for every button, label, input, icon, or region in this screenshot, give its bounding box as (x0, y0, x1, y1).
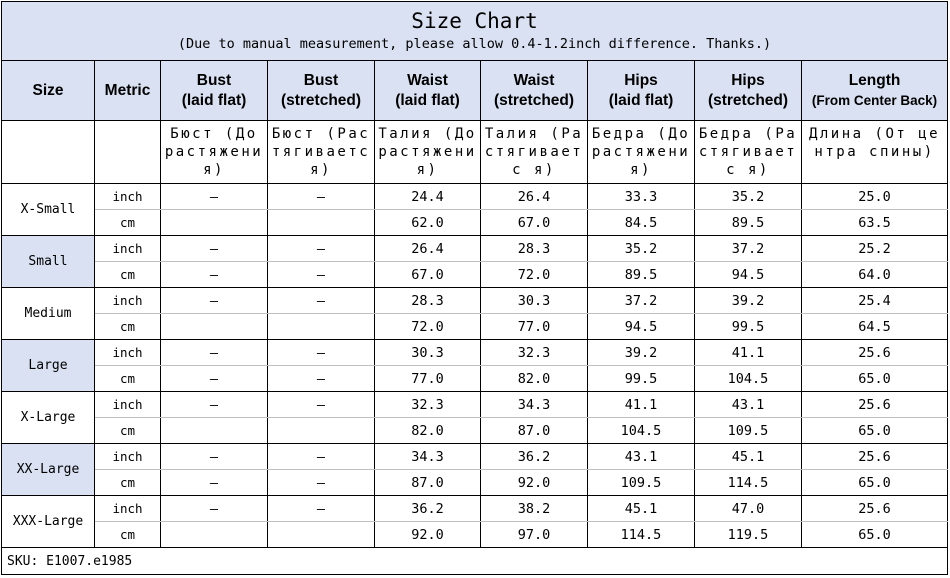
header-label: Hips (731, 71, 765, 89)
size-label: Medium (2, 288, 95, 340)
table-row (2, 262, 948, 288)
russian-header-label: Талия (До растяжения) (378, 126, 477, 178)
measurement-cell: 45.1 (695, 444, 802, 470)
measurement-cell: 62.0 (375, 210, 481, 236)
header-sublabel: (stretched) (707, 91, 789, 109)
measurement-cell: 77.0 (481, 314, 588, 340)
measurement-cell: 89.5 (695, 210, 802, 236)
measurement-cell: 63.5 (802, 210, 948, 236)
measurement-cell: 26.4 (481, 184, 588, 210)
measurement-cell: 67.0 (375, 262, 481, 288)
measurement-cell: 25.6 (802, 496, 948, 522)
measurement-cell: 26.4 (375, 236, 481, 262)
russian-header-cell (161, 121, 268, 184)
measurement-cell: 25.6 (802, 392, 948, 418)
header-label: Waist (407, 71, 448, 89)
measurement-cell: 36.2 (375, 496, 481, 522)
measurement-cell: 35.2 (588, 236, 695, 262)
metric-label: inch (95, 288, 161, 314)
measurement-cell: 25.2 (802, 236, 948, 262)
measurement-cell: 43.1 (588, 444, 695, 470)
russian-header-cell (375, 121, 481, 184)
metric-label: cm (95, 522, 161, 548)
header-row (2, 61, 948, 121)
header-metric (95, 61, 161, 121)
measurement-cell: 114.5 (588, 522, 695, 548)
header-sublabel: (laid flat) (181, 91, 247, 109)
russian-header-label: Бюст (Растягиваетс я) (271, 126, 371, 178)
metric-label: inch (95, 184, 161, 210)
table-row (2, 444, 948, 470)
table-row (2, 288, 948, 314)
measurement-cell: 77.0 (375, 366, 481, 392)
bust-value-cell (268, 522, 375, 548)
header-size (2, 61, 95, 121)
russian-header-label: Длина (От центра спины) (808, 126, 941, 160)
measurement-cell: 94.5 (588, 314, 695, 340)
measurement-cell: 99.5 (588, 366, 695, 392)
measurement-cell: 38.2 (481, 496, 588, 522)
measurement-cell: 67.0 (481, 210, 588, 236)
measurement-cell: 39.2 (588, 340, 695, 366)
metric-label: inch (95, 392, 161, 418)
measurement-cell: 104.5 (588, 418, 695, 444)
measurement-cell: 72.0 (375, 314, 481, 340)
russian-header-cell (588, 121, 695, 184)
metric-label: cm (95, 418, 161, 444)
measurement-cell: 65.0 (802, 470, 948, 496)
measurement-cell: 65.0 (802, 366, 948, 392)
russian-blank-cell (95, 121, 161, 184)
measurement-cell: 28.3 (375, 288, 481, 314)
size-chart-table (1, 1, 948, 575)
table-row (2, 210, 948, 236)
title-cell (2, 2, 948, 61)
russian-header-cell (802, 121, 948, 184)
header-label: Size (32, 81, 64, 99)
header-hips-stretched (695, 61, 802, 121)
metric-label: cm (95, 210, 161, 236)
measurement-cell: 109.5 (695, 418, 802, 444)
bust-value-cell: — (161, 366, 268, 392)
russian-header-cell (268, 121, 375, 184)
bust-value-cell: — (268, 470, 375, 496)
size-label: Small (2, 236, 95, 288)
measurement-cell: 24.4 (375, 184, 481, 210)
measurement-cell: 114.5 (695, 470, 802, 496)
measurement-cell: 87.0 (375, 470, 481, 496)
bust-value-cell: — (268, 288, 375, 314)
russian-header-label: Бедра (До растяжения) (591, 126, 691, 178)
measurement-cell: 34.3 (481, 392, 588, 418)
measurement-cell: 25.4 (802, 288, 948, 314)
bust-value-cell (268, 210, 375, 236)
size-label: XX-Large (2, 444, 95, 496)
measurement-cell: 82.0 (375, 418, 481, 444)
measurement-cell: 84.5 (588, 210, 695, 236)
footer-row (2, 548, 948, 575)
measurement-cell: 28.3 (481, 236, 588, 262)
measurement-cell: 25.6 (802, 444, 948, 470)
russian-header-cell (695, 121, 802, 184)
bust-value-cell: — (268, 236, 375, 262)
bust-value-cell (268, 418, 375, 444)
measurement-cell: 41.1 (695, 340, 802, 366)
bust-value-cell (161, 522, 268, 548)
measurement-cell: 64.0 (802, 262, 948, 288)
measurement-cell: 94.5 (695, 262, 802, 288)
bust-value-cell: — (161, 470, 268, 496)
bust-value-cell: — (268, 366, 375, 392)
bust-value-cell (268, 314, 375, 340)
header-length (802, 61, 948, 121)
table-row (2, 366, 948, 392)
bust-value-cell: — (161, 262, 268, 288)
metric-label: cm (95, 366, 161, 392)
bust-value-cell: — (268, 392, 375, 418)
measurement-cell: 109.5 (588, 470, 695, 496)
measurement-cell: 99.5 (695, 314, 802, 340)
header-waist-laid (375, 61, 481, 121)
sku-label: SKU: E1007.e1985 (2, 548, 948, 575)
header-hips-laid (588, 61, 695, 121)
metric-label: inch (95, 236, 161, 262)
russian-header-label: Бюст (До растяжения) (164, 126, 264, 178)
measurement-cell: 34.3 (375, 444, 481, 470)
table-row (2, 418, 948, 444)
measurement-cell: 37.2 (588, 288, 695, 314)
measurement-cell: 37.2 (695, 236, 802, 262)
bust-value-cell: — (161, 496, 268, 522)
bust-value-cell: — (268, 496, 375, 522)
measurement-cell: 25.0 (802, 184, 948, 210)
header-sublabel: (From Center Back) (811, 92, 938, 108)
measurement-cell: 65.0 (802, 522, 948, 548)
header-sublabel: (laid flat) (608, 91, 674, 109)
metric-label: cm (95, 314, 161, 340)
measurement-cell: 97.0 (481, 522, 588, 548)
header-waist-stretched (481, 61, 588, 121)
bust-value-cell (161, 210, 268, 236)
bust-value-cell: — (161, 184, 268, 210)
measurement-cell: 119.5 (695, 522, 802, 548)
header-label: Bust (196, 71, 232, 89)
bust-value-cell: — (161, 236, 268, 262)
measurement-cell: 25.6 (802, 340, 948, 366)
measurement-cell: 104.5 (695, 366, 802, 392)
table-row (2, 470, 948, 496)
measurement-cell: 92.0 (481, 470, 588, 496)
bust-value-cell: — (268, 444, 375, 470)
header-label: Metric (104, 81, 151, 99)
table-row (2, 236, 948, 262)
russian-header-label: Бедра (Растягиваетс я) (698, 126, 798, 178)
measurement-cell: 33.3 (588, 184, 695, 210)
header-sublabel: (stretched) (493, 91, 575, 109)
measurement-cell: 32.3 (375, 392, 481, 418)
metric-label: inch (95, 340, 161, 366)
table-row (2, 340, 948, 366)
bust-value-cell (161, 418, 268, 444)
measurement-cell: 30.3 (481, 288, 588, 314)
measurement-cell: 45.1 (588, 496, 695, 522)
table-row (2, 392, 948, 418)
bust-value-cell: — (161, 444, 268, 470)
metric-label: inch (95, 496, 161, 522)
header-label: Hips (624, 71, 658, 89)
metric-label: inch (95, 444, 161, 470)
table-row (2, 522, 948, 548)
measurement-cell: 87.0 (481, 418, 588, 444)
measurement-cell: 30.3 (375, 340, 481, 366)
header-label: Length (848, 71, 901, 89)
chart-subtitle: (Due to manual measurement, please allow 0.4-1.2inch difference. Thanks.) (177, 36, 772, 52)
table-row (2, 314, 948, 340)
measurement-cell: 47.0 (695, 496, 802, 522)
measurement-cell: 89.5 (588, 262, 695, 288)
header-sublabel: (stretched) (280, 91, 362, 109)
header-label: Waist (513, 71, 555, 89)
metric-label: cm (95, 470, 161, 496)
measurement-cell: 36.2 (481, 444, 588, 470)
chart-title: Size Chart (411, 9, 538, 33)
measurement-cell: 72.0 (481, 262, 588, 288)
size-label: X-Large (2, 392, 95, 444)
header-label: Bust (303, 71, 339, 89)
bust-value-cell: — (268, 262, 375, 288)
measurement-cell: 43.1 (695, 392, 802, 418)
measurement-cell: 35.2 (695, 184, 802, 210)
bust-value-cell: — (161, 288, 268, 314)
table-row (2, 496, 948, 522)
header-bust-stretched (268, 61, 375, 121)
russian-header-row (2, 121, 948, 184)
bust-value-cell: — (161, 340, 268, 366)
bust-value-cell: — (268, 184, 375, 210)
table-row (2, 184, 948, 210)
bust-value-cell: — (161, 392, 268, 418)
measurement-cell: 32.3 (481, 340, 588, 366)
size-label: XXX-Large (2, 496, 95, 548)
measurement-cell: 82.0 (481, 366, 588, 392)
header-sublabel: (laid flat) (395, 91, 460, 109)
measurement-cell: 64.5 (802, 314, 948, 340)
measurement-cell: 39.2 (695, 288, 802, 314)
header-bust-laid (161, 61, 268, 121)
bust-value-cell: — (268, 340, 375, 366)
russian-header-cell (481, 121, 588, 184)
size-label: Large (2, 340, 95, 392)
russian-blank-cell (2, 121, 95, 184)
bust-value-cell (161, 314, 268, 340)
measurement-cell: 92.0 (375, 522, 481, 548)
size-label: X-Small (2, 184, 95, 236)
metric-label: cm (95, 262, 161, 288)
measurement-cell: 41.1 (588, 392, 695, 418)
measurement-cell: 65.0 (802, 418, 948, 444)
russian-header-label: Талия (Растягиваетс я) (484, 126, 584, 178)
